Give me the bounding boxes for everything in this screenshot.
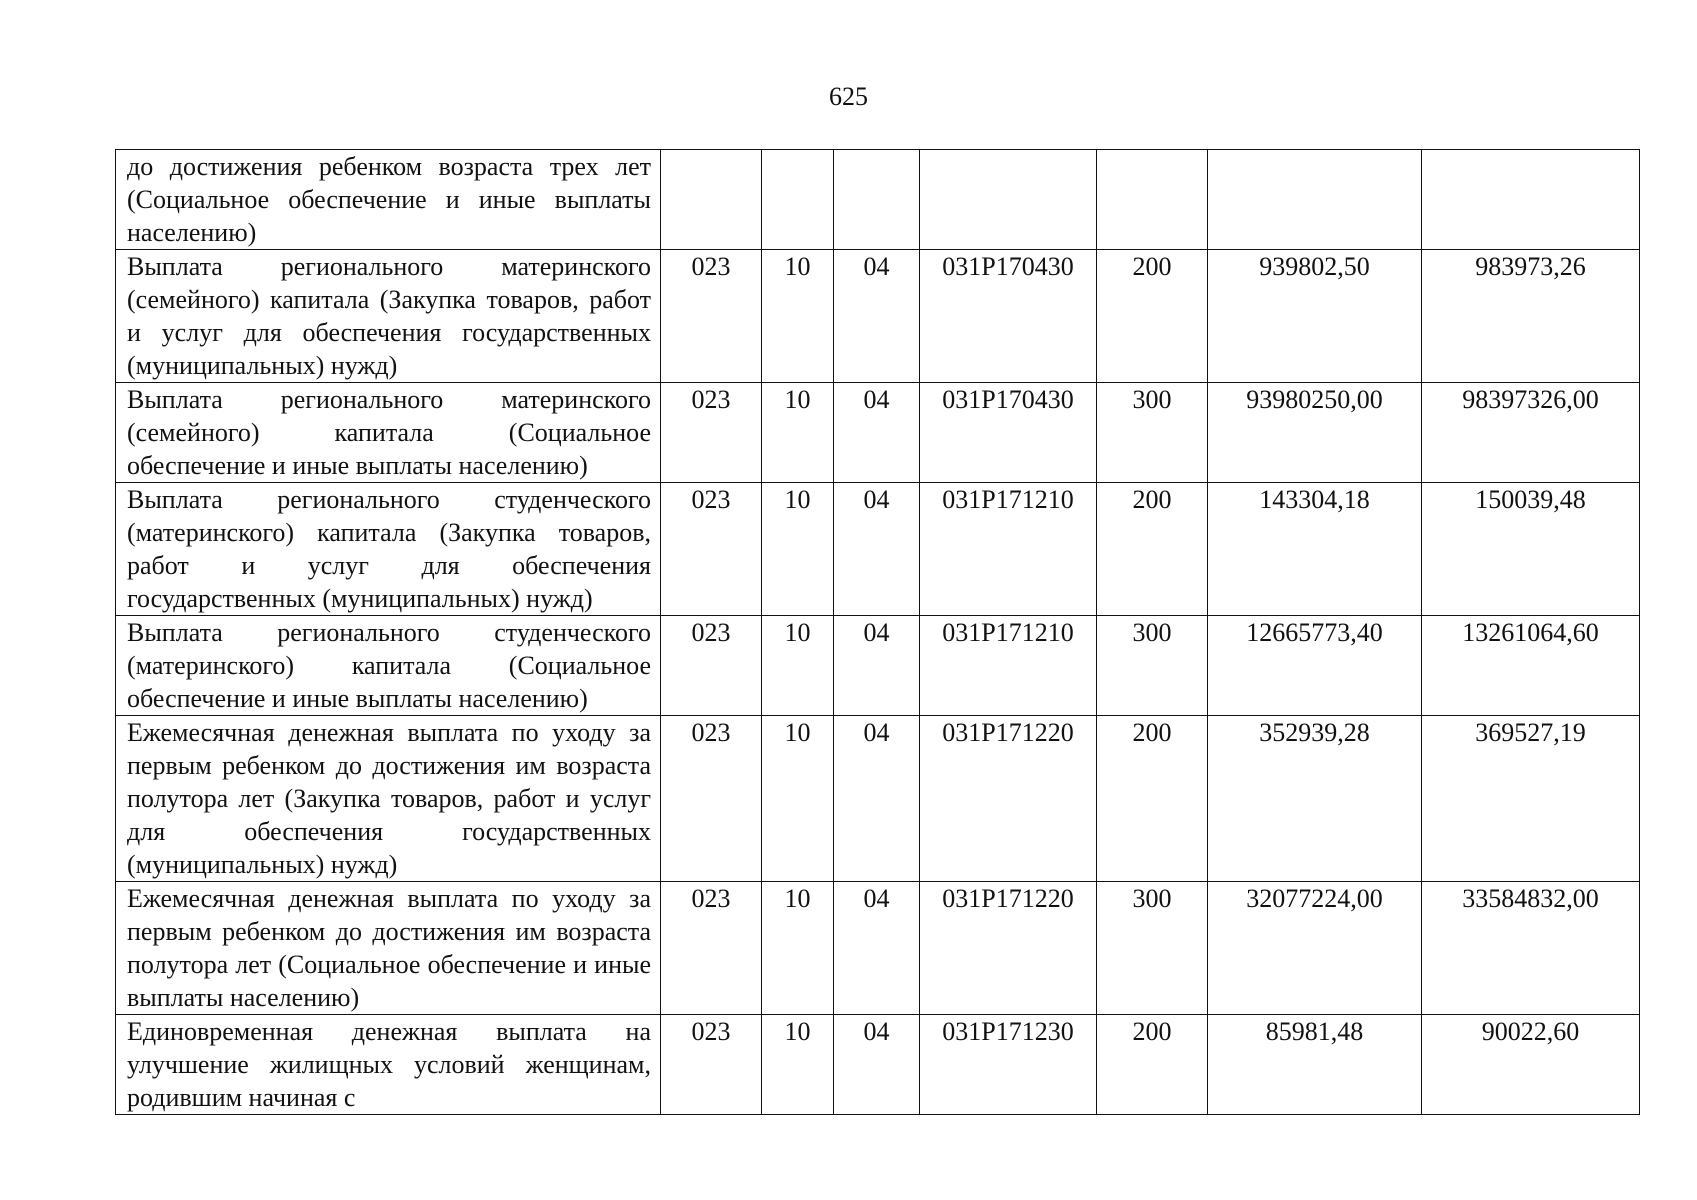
table-row <box>116 716 1640 882</box>
cell-expense-type: 200 <box>1097 250 1208 383</box>
cell-amount-2: 33584832,00 <box>1422 882 1640 1015</box>
cell-expense-type <box>1097 150 1208 250</box>
cell-section: 10 <box>762 383 834 483</box>
cell-amount-1: 143304,18 <box>1208 483 1422 616</box>
cell-ministry: 023 <box>661 882 762 1015</box>
cell-section: 10 <box>762 250 834 383</box>
cell-section: 10 <box>762 716 834 882</box>
cell-subsection: 04 <box>834 483 920 616</box>
cell-target-article: 031P170430 <box>920 250 1097 383</box>
page-number: 625 <box>829 82 868 111</box>
description-text: Выплата регионального студенческого (материнского) капитала (Закупка товаров, работ и услуг для обеспечения государственных (муниципальных) нужд) <box>127 485 651 613</box>
cell-target-article: 031P171220 <box>920 716 1097 882</box>
cell-description <box>116 616 661 716</box>
cell-expense-type: 300 <box>1097 383 1208 483</box>
cell-description <box>116 1015 661 1115</box>
cell-amount-2: 98397326,00 <box>1422 383 1640 483</box>
cell-description <box>116 716 661 882</box>
cell-ministry: 023 <box>661 1015 762 1115</box>
cell-target-article: 031P171210 <box>920 616 1097 716</box>
cell-expense-type: 200 <box>1097 1015 1208 1115</box>
cell-section: 10 <box>762 483 834 616</box>
cell-description <box>116 882 661 1015</box>
cell-amount-1: 93980250,00 <box>1208 383 1422 483</box>
cell-subsection: 04 <box>834 882 920 1015</box>
cell-amount-1: 352939,28 <box>1208 716 1422 882</box>
cell-expense-type: 200 <box>1097 716 1208 882</box>
cell-target-article: 031P171230 <box>920 1015 1097 1115</box>
description-text: Ежемесячная денежная выплата по уходу за первым ребенком до достижения им возраста полутора лет (Закупка товаров, работ и услуг для обеспечения государственных (муниципальных) нужд) <box>127 718 651 879</box>
cell-description <box>116 150 661 250</box>
description-text: Выплата регионального студенческого (материнского) капитала (Социальное обеспечение и иные выплаты населению) <box>127 618 651 713</box>
table-row <box>116 1015 1640 1115</box>
description-text: до достижения ребенком возраста трех лет (Социальное обеспечение и иные выплаты населению) <box>127 152 651 247</box>
cell-target-article: 031P171220 <box>920 882 1097 1015</box>
cell-amount-2 <box>1422 150 1640 250</box>
cell-amount-1 <box>1208 150 1422 250</box>
description-text: Выплата регионального материнского (семейного) капитала (Социальное обеспечение и иные выплаты населению) <box>127 385 651 480</box>
cell-amount-2: 13261064,60 <box>1422 616 1640 716</box>
description-text: Выплата регионального материнского (семейного) капитала (Закупка товаров, работ и услуг для обеспечения государственных (муниципальных) нужд) <box>127 252 651 380</box>
cell-subsection: 04 <box>834 1015 920 1115</box>
table-row <box>116 250 1640 383</box>
cell-subsection: 04 <box>834 383 920 483</box>
cell-section: 10 <box>762 882 834 1015</box>
description-text: Единовременная денежная выплата на улучшение жилищных условий женщинам, родившим начиная с <box>127 1017 651 1112</box>
description-text: Ежемесячная денежная выплата по уходу за первым ребенком до достижения им возраста полутора лет (Социальное обеспечение и иные выплаты населению) <box>127 884 651 1012</box>
table-row <box>116 616 1640 716</box>
cell-amount-2: 369527,19 <box>1422 716 1640 882</box>
table-row <box>116 383 1640 483</box>
cell-description <box>116 483 661 616</box>
table-row <box>116 150 1640 250</box>
cell-amount-2: 90022,60 <box>1422 1015 1640 1115</box>
cell-amount-2: 983973,26 <box>1422 250 1640 383</box>
cell-expense-type: 300 <box>1097 882 1208 1015</box>
cell-subsection: 04 <box>834 250 920 383</box>
cell-subsection: 04 <box>834 616 920 716</box>
cell-description <box>116 250 661 383</box>
cell-amount-2: 150039,48 <box>1422 483 1640 616</box>
cell-ministry: 023 <box>661 716 762 882</box>
cell-amount-1: 12665773,40 <box>1208 616 1422 716</box>
cell-expense-type: 300 <box>1097 616 1208 716</box>
cell-description <box>116 383 661 483</box>
cell-ministry <box>661 150 762 250</box>
budget-table <box>115 149 1640 1115</box>
cell-section: 10 <box>762 1015 834 1115</box>
cell-ministry: 023 <box>661 383 762 483</box>
cell-amount-1: 939802,50 <box>1208 250 1422 383</box>
cell-target-article: 031P171210 <box>920 483 1097 616</box>
cell-subsection: 04 <box>834 716 920 882</box>
cell-subsection <box>834 150 920 250</box>
cell-section <box>762 150 834 250</box>
table-body <box>116 150 1640 1115</box>
cell-amount-1: 85981,48 <box>1208 1015 1422 1115</box>
cell-target-article: 031P170430 <box>920 383 1097 483</box>
table-row <box>116 483 1640 616</box>
cell-expense-type: 200 <box>1097 483 1208 616</box>
cell-section: 10 <box>762 616 834 716</box>
cell-ministry: 023 <box>661 250 762 383</box>
cell-target-article <box>920 150 1097 250</box>
cell-ministry: 023 <box>661 616 762 716</box>
cell-amount-1: 32077224,00 <box>1208 882 1422 1015</box>
cell-ministry: 023 <box>661 483 762 616</box>
table-row <box>116 882 1640 1015</box>
